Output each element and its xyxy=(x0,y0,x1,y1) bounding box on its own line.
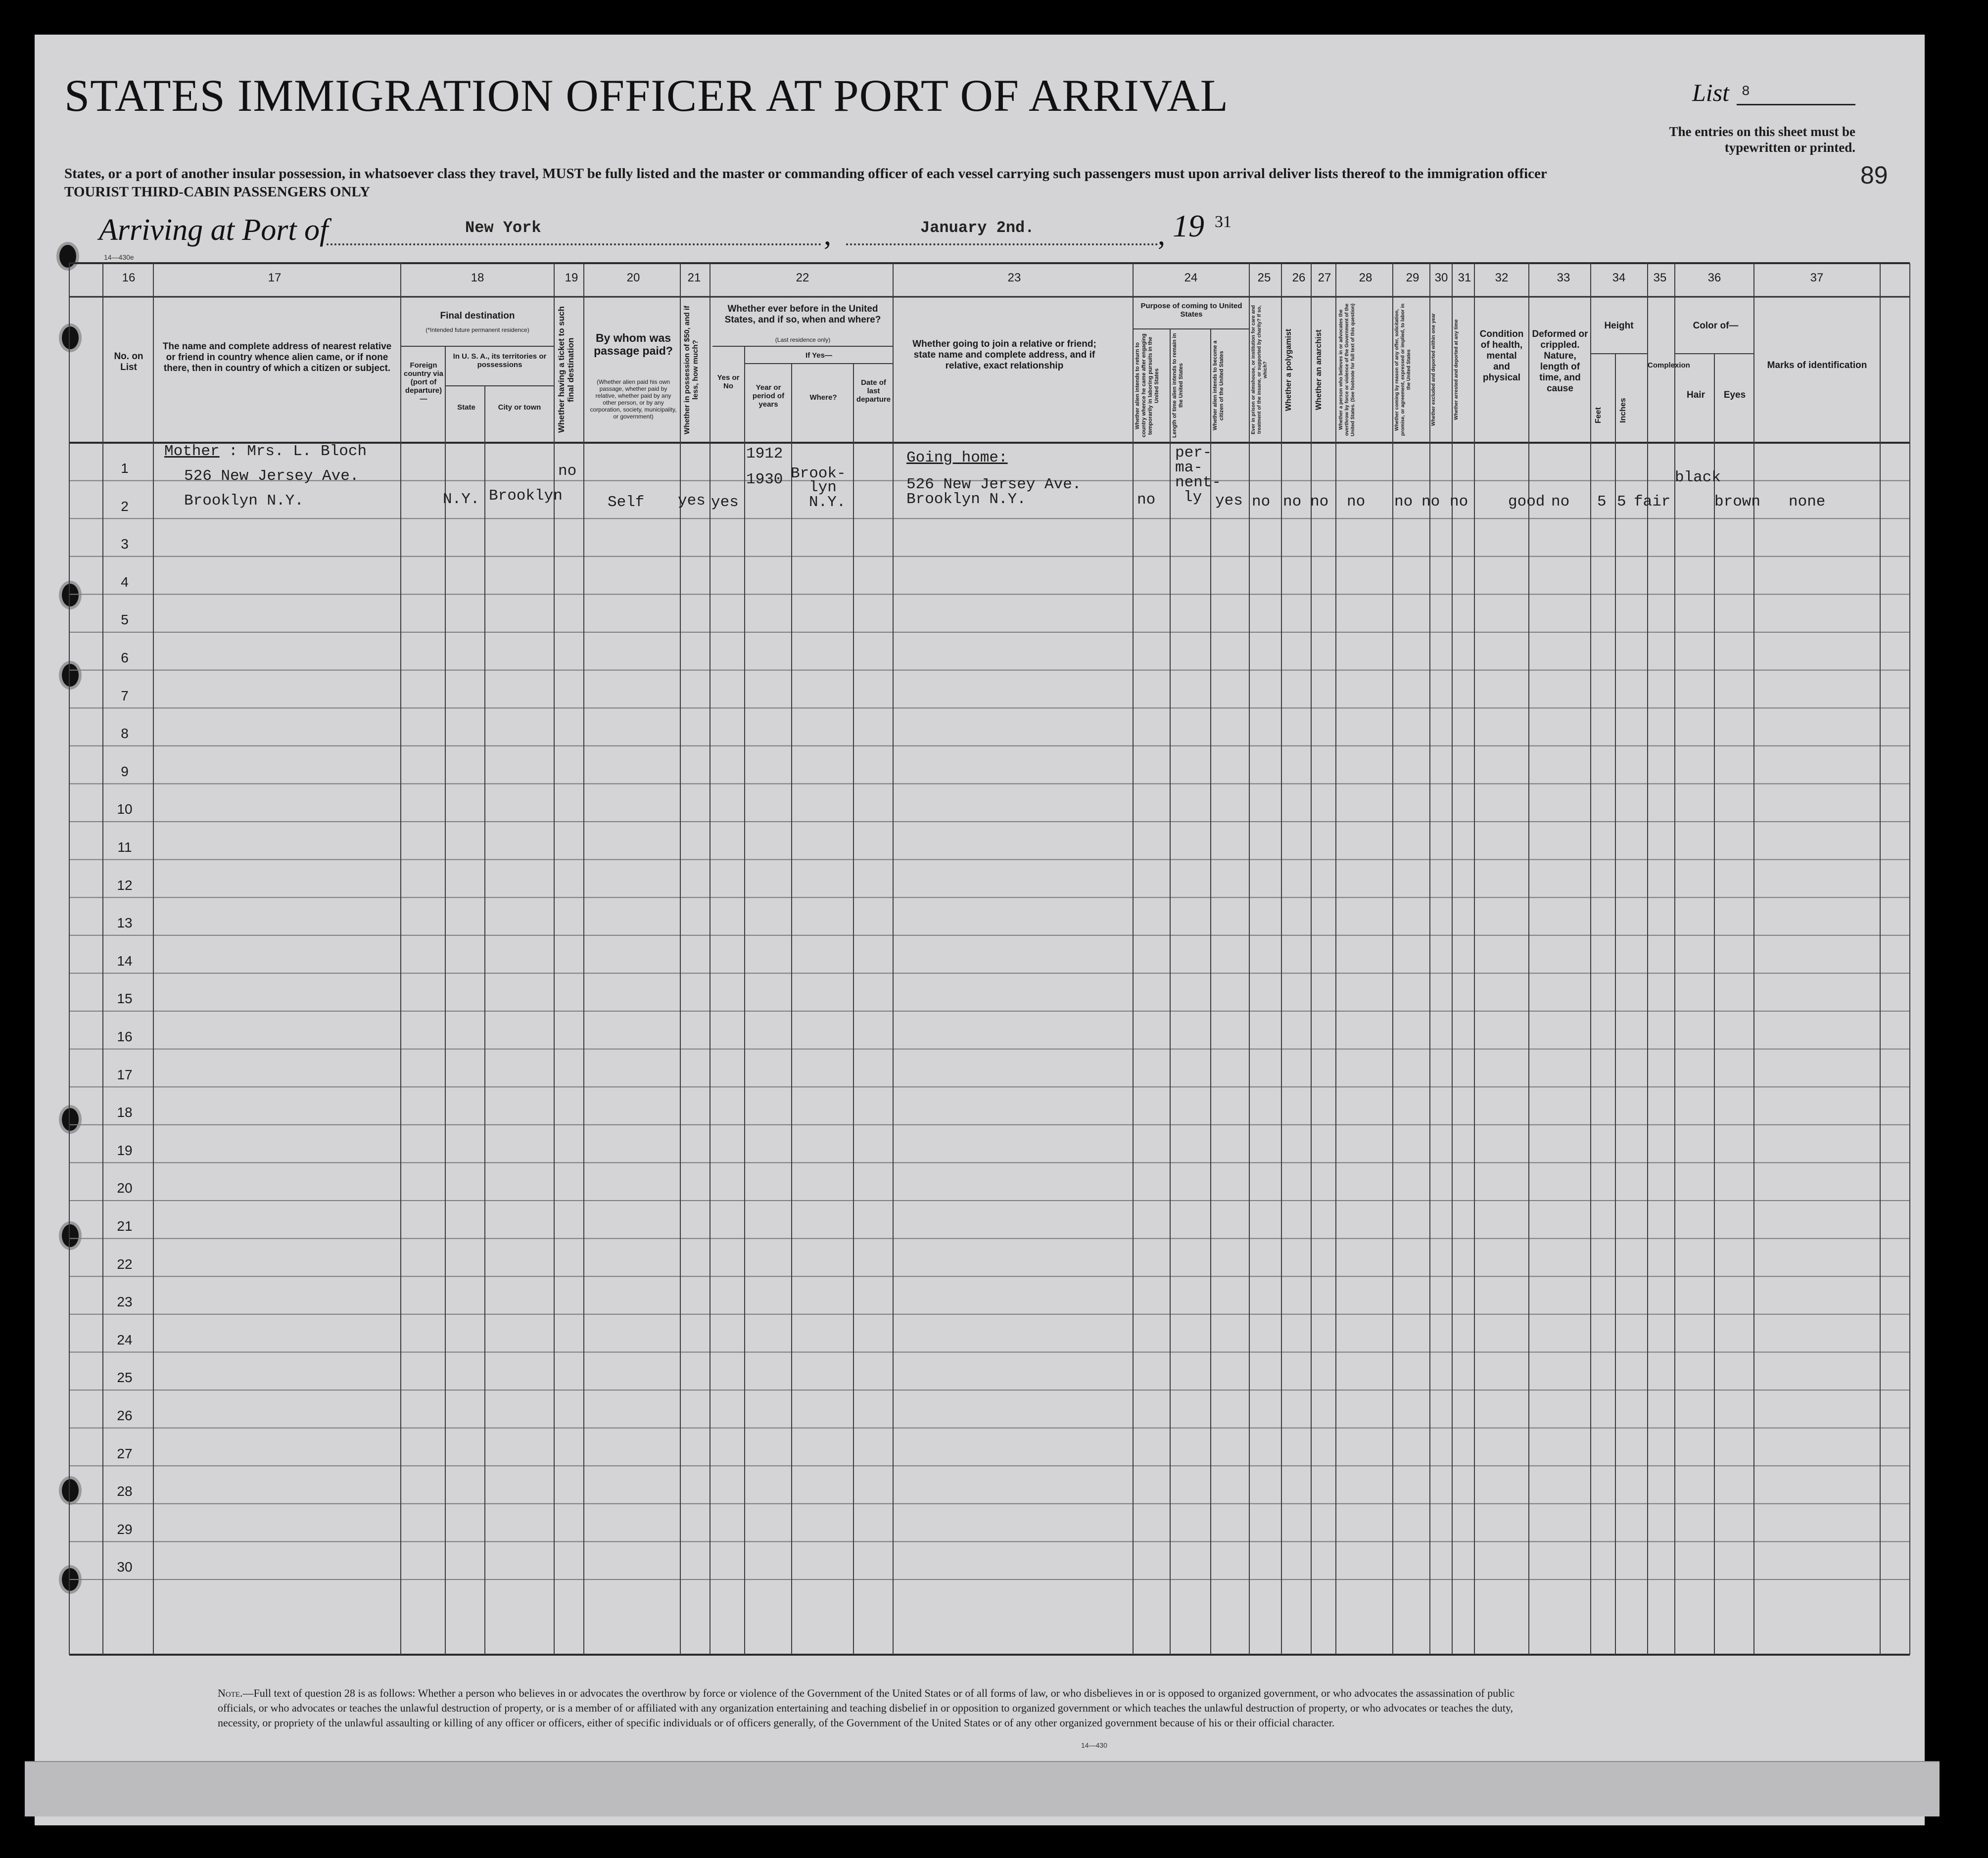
colnum-32: 32 xyxy=(1495,271,1509,284)
row-number: 15 xyxy=(117,991,133,1007)
list-label: List xyxy=(1692,79,1730,106)
entry-hair: black xyxy=(1675,469,1721,486)
row-number: 26 xyxy=(117,1408,133,1423)
header-yes-no: Yes or No xyxy=(717,373,740,390)
entry-relative-address: 526 New Jersey Ave. xyxy=(184,467,359,485)
header-hair: Hair xyxy=(1687,390,1705,400)
colnum-31: 31 xyxy=(1458,271,1471,284)
colnum-30: 30 xyxy=(1434,271,1448,284)
entry-where-3: N.Y. xyxy=(809,494,846,511)
colnum-29: 29 xyxy=(1406,271,1420,284)
header-arrested: Whether arrested and deported at any time xyxy=(1454,319,1459,420)
row-number: 10 xyxy=(117,801,133,817)
header-final-destination-sub: (*Intended future permanent residence) xyxy=(426,326,529,333)
typewritten-notice: The entries on this sheet must be typewritten or printed. xyxy=(1669,124,1855,155)
row-number: 5 xyxy=(121,612,129,628)
colnum-23: 23 xyxy=(1007,271,1021,284)
header-marks: Marks of identification xyxy=(1767,360,1867,371)
colnum-25: 25 xyxy=(1257,271,1271,284)
entry-years-1: 1912 xyxy=(746,445,783,463)
colnum-20: 20 xyxy=(626,271,640,284)
entry-relative-label: Mother xyxy=(164,443,220,460)
footnote-lead: Note. xyxy=(218,1687,243,1699)
colnum-24: 24 xyxy=(1184,271,1198,284)
header-purpose: Purpose of coming to United States xyxy=(1140,302,1242,319)
entry-before-in-us: yes xyxy=(711,494,739,511)
row-number: 3 xyxy=(121,536,129,552)
comma: , xyxy=(824,218,831,251)
header-excluded: Whether excluded and deported within one year xyxy=(1431,313,1436,426)
header-foreign-country: Foreign country via (port of departure)— xyxy=(403,361,444,403)
entry-purpose-length-4: ly xyxy=(1183,489,1202,506)
year-prefix: 19 xyxy=(1173,208,1204,243)
entry-years-2: 1930 xyxy=(746,471,783,488)
colnum-18: 18 xyxy=(471,271,484,284)
header-eyes: Eyes xyxy=(1723,390,1746,400)
header-years: Year or period of years xyxy=(752,383,785,409)
row-number: 11 xyxy=(117,839,132,855)
entry-joining-3: Brooklyn N.Y. xyxy=(906,491,1026,508)
entry-feet: 5 xyxy=(1597,493,1607,511)
entry-relative-city: Brooklyn N.Y. xyxy=(184,492,304,510)
entry-deformed: no xyxy=(1551,493,1570,511)
page-number: 89 xyxy=(1860,161,1888,189)
entry-purpose-return: no xyxy=(1137,491,1156,509)
entry-excluded: no xyxy=(1421,493,1440,511)
row-number: 4 xyxy=(121,574,129,590)
row-number: 28 xyxy=(117,1484,133,1499)
row-number: 2 xyxy=(121,498,129,514)
row-number: 12 xyxy=(117,877,133,893)
header-if-yes: If Yes— xyxy=(805,351,832,360)
form-code-bottom: 14—430 xyxy=(1081,1741,1107,1749)
row-number: 29 xyxy=(117,1521,133,1537)
entry-polygamist: no xyxy=(1283,493,1302,511)
row-number: 16 xyxy=(117,1029,133,1044)
entry-purpose-citizen: yes xyxy=(1215,492,1243,510)
header-joining: Whether going to join a relative or friend; state name and complete address, and if relative, exact relationship xyxy=(912,339,1096,371)
header-inches: Inches xyxy=(1619,398,1627,423)
header-anarchist: Whether an anarchist xyxy=(1315,329,1323,410)
colnum-35: 35 xyxy=(1653,271,1667,284)
header-purpose-length: Length of time alien intends to remain in the United States xyxy=(1172,333,1184,438)
row-number: 25 xyxy=(117,1370,133,1386)
header-before-in-us: Whether ever before in the United States, and if so, when and where? xyxy=(724,304,881,325)
entry-ticket: no xyxy=(558,463,577,480)
entry-overthrow: no xyxy=(1347,493,1366,511)
comma: , xyxy=(1158,218,1165,251)
row-number: 20 xyxy=(117,1180,133,1196)
header-state: State xyxy=(457,403,475,412)
entry-anarchist: no xyxy=(1310,493,1329,511)
colnum-19: 19 xyxy=(565,271,578,284)
entry-complexion: fair xyxy=(1634,493,1671,511)
header-height: Height xyxy=(1604,321,1634,331)
arriving-label: Arriving at Port of xyxy=(99,213,329,247)
colnum-36: 36 xyxy=(1707,271,1721,284)
entry-passage-paid: Self xyxy=(608,494,645,511)
row-number: 23 xyxy=(117,1294,133,1310)
row-number: 14 xyxy=(117,953,133,969)
header-fifty-dollars: Whether in possession of $50, and if less, how much? xyxy=(683,305,700,434)
header-city: City or town xyxy=(498,403,541,412)
row-number: 7 xyxy=(121,688,129,703)
header-in-usa: In U. S. A., its territories or possessions xyxy=(453,352,547,369)
entry-eyes: brown xyxy=(1714,493,1761,511)
header-overthrow: Whether a person who believes in or advocates the overthrow by force or violence of the Government of the United States. (See footnote for full text of this question) xyxy=(1338,303,1356,436)
entry-health: good xyxy=(1508,493,1545,511)
header-passage-sub: (Whether alien paid his own passage, whether paid by relative, whether paid by any other person, or by any corporation, society, municipality, or government) xyxy=(590,378,677,420)
header-deformed: Deformed or crippled. Nature, length of time, and cause xyxy=(1532,329,1588,394)
entry-purpose-length-3: nent- xyxy=(1175,474,1222,491)
entry-state: N.Y. xyxy=(443,491,480,508)
colnum-26: 26 xyxy=(1292,271,1306,284)
row-number: 27 xyxy=(117,1445,133,1461)
header-health: Condition of health, mental and physical xyxy=(1479,329,1524,383)
entry-joining-2: 526 New Jersey Ave. xyxy=(906,476,1082,493)
row-number: 18 xyxy=(117,1105,133,1120)
row-number: 22 xyxy=(117,1256,133,1272)
colnum-37: 37 xyxy=(1810,271,1824,284)
row-number: 6 xyxy=(121,650,129,665)
row-number: 13 xyxy=(117,915,133,931)
entry-labor-offer: no xyxy=(1394,493,1413,511)
entry-marks: none xyxy=(1789,493,1826,511)
row-number: 24 xyxy=(117,1332,133,1347)
row-number: 21 xyxy=(117,1218,133,1234)
header-no-on-list: No. on List xyxy=(114,351,143,372)
row-number: 17 xyxy=(117,1067,133,1082)
date-value: January 2nd. xyxy=(920,219,1035,237)
subtitle-class: TOURIST THIRD-CABIN PASSENGERS ONLY xyxy=(64,184,371,200)
colnum-16: 16 xyxy=(122,271,136,284)
port-value: New York xyxy=(465,219,541,237)
header-final-destination: Final destination xyxy=(440,311,515,321)
header-where: Where? xyxy=(809,393,837,402)
entry-relative-name: : Mrs. L. Bloch xyxy=(229,443,367,460)
subtitle: States, or a port of another insular possession, in whatsoever class they travel, MUST be fully listed and the master or commanding officer of each vessel carrying such passengers must upon arrival deliver lists thereof to the immigration officer xyxy=(64,166,1547,182)
entry-purpose-length-2: ma- xyxy=(1175,459,1203,476)
row-number: 9 xyxy=(121,763,129,779)
header-color: Color of— xyxy=(1693,321,1739,331)
entry-fifty-dollars: yes xyxy=(678,492,706,510)
header-passage: By whom was passage paid? xyxy=(594,331,673,357)
header-purpose-return: Whether alien intends to return to country whence he came after engaging temporarily in laboring pursuits in the United States xyxy=(1135,333,1160,438)
row-number: 1 xyxy=(121,461,129,476)
colnum-21: 21 xyxy=(687,271,701,284)
header-prison: Ever in prison or almshouse, or institution for care and treatment of the insane, or supported by charity? If so, which? xyxy=(1251,305,1268,435)
entry-where-2: lyn xyxy=(809,479,837,496)
form-code: 14—430e xyxy=(104,253,134,261)
colnum-33: 33 xyxy=(1557,271,1570,284)
entry-where-1: Brook- xyxy=(791,465,846,482)
header-feet: Feet xyxy=(1594,407,1603,424)
page-title: STATES IMMIGRATION OFFICER AT PORT OF ARRIVAL xyxy=(64,70,1229,121)
colnum-28: 28 xyxy=(1359,271,1373,284)
header-polygamist: Whether a polygamist xyxy=(1284,328,1293,411)
year-suffix: 31 xyxy=(1215,213,1231,231)
header-purpose-citizen: Whether alien intends to become a citizen of the United States xyxy=(1212,340,1225,431)
row-number: 30 xyxy=(117,1559,133,1575)
row-number: 19 xyxy=(117,1142,133,1158)
entry-purpose-length-1: per- xyxy=(1175,444,1212,462)
header-complexion: Complexion xyxy=(1648,361,1690,370)
colnum-22: 22 xyxy=(796,271,809,284)
header-relative: The name and complete address of nearest relative or friend in country whence alien came, or if none there, then in country of which a citizen or subject. xyxy=(162,341,392,373)
header-ticket: Whether having a ticket to such final destination xyxy=(557,306,575,433)
list-number: 8 xyxy=(1742,84,1750,99)
header-before-in-us-sub: (Last residence only) xyxy=(775,336,831,343)
entry-inches: 5 xyxy=(1617,493,1626,511)
footnote-text: —Full text of question 28 is as follows: Whether a person who believes in or advocates the overthrow by force or violence of the Government of the United States or of all forms of law, or who disbelieves in or is opposed to organized government, or who advocates the assassination of public officials, or who advocates or teaches the unlawful destruction of property, or is a member of or affiliated with any organization entertaining and teaching disbelief in or opposition to organized government or which teaches the unlawful destruction of property, or who advocates or teaches the duty, necessity, or propriety of the unlawful assaulting or killing of any officer or officers, either of specific individuals or of officers generally, of the Government of the United States or of any other organized government because of his or their official character. xyxy=(218,1687,1515,1729)
entry-joining-1: Going home: xyxy=(906,449,1008,466)
entry-prison: no xyxy=(1252,493,1271,511)
footnote xyxy=(218,1686,1524,1730)
header-departure: Date of last departure xyxy=(856,378,891,404)
colnum-34: 34 xyxy=(1612,271,1626,284)
colnum-17: 17 xyxy=(268,271,282,284)
header-labor-offer: Whether coming by reason of any offer, solicitation, promise, or agreement, expressed or implied, to labor in the United States xyxy=(1394,303,1412,436)
entry-city: Brooklyn xyxy=(489,487,563,505)
entry-arrested: no xyxy=(1450,493,1468,511)
colnum-27: 27 xyxy=(1318,271,1331,284)
row-number: 8 xyxy=(121,726,129,742)
